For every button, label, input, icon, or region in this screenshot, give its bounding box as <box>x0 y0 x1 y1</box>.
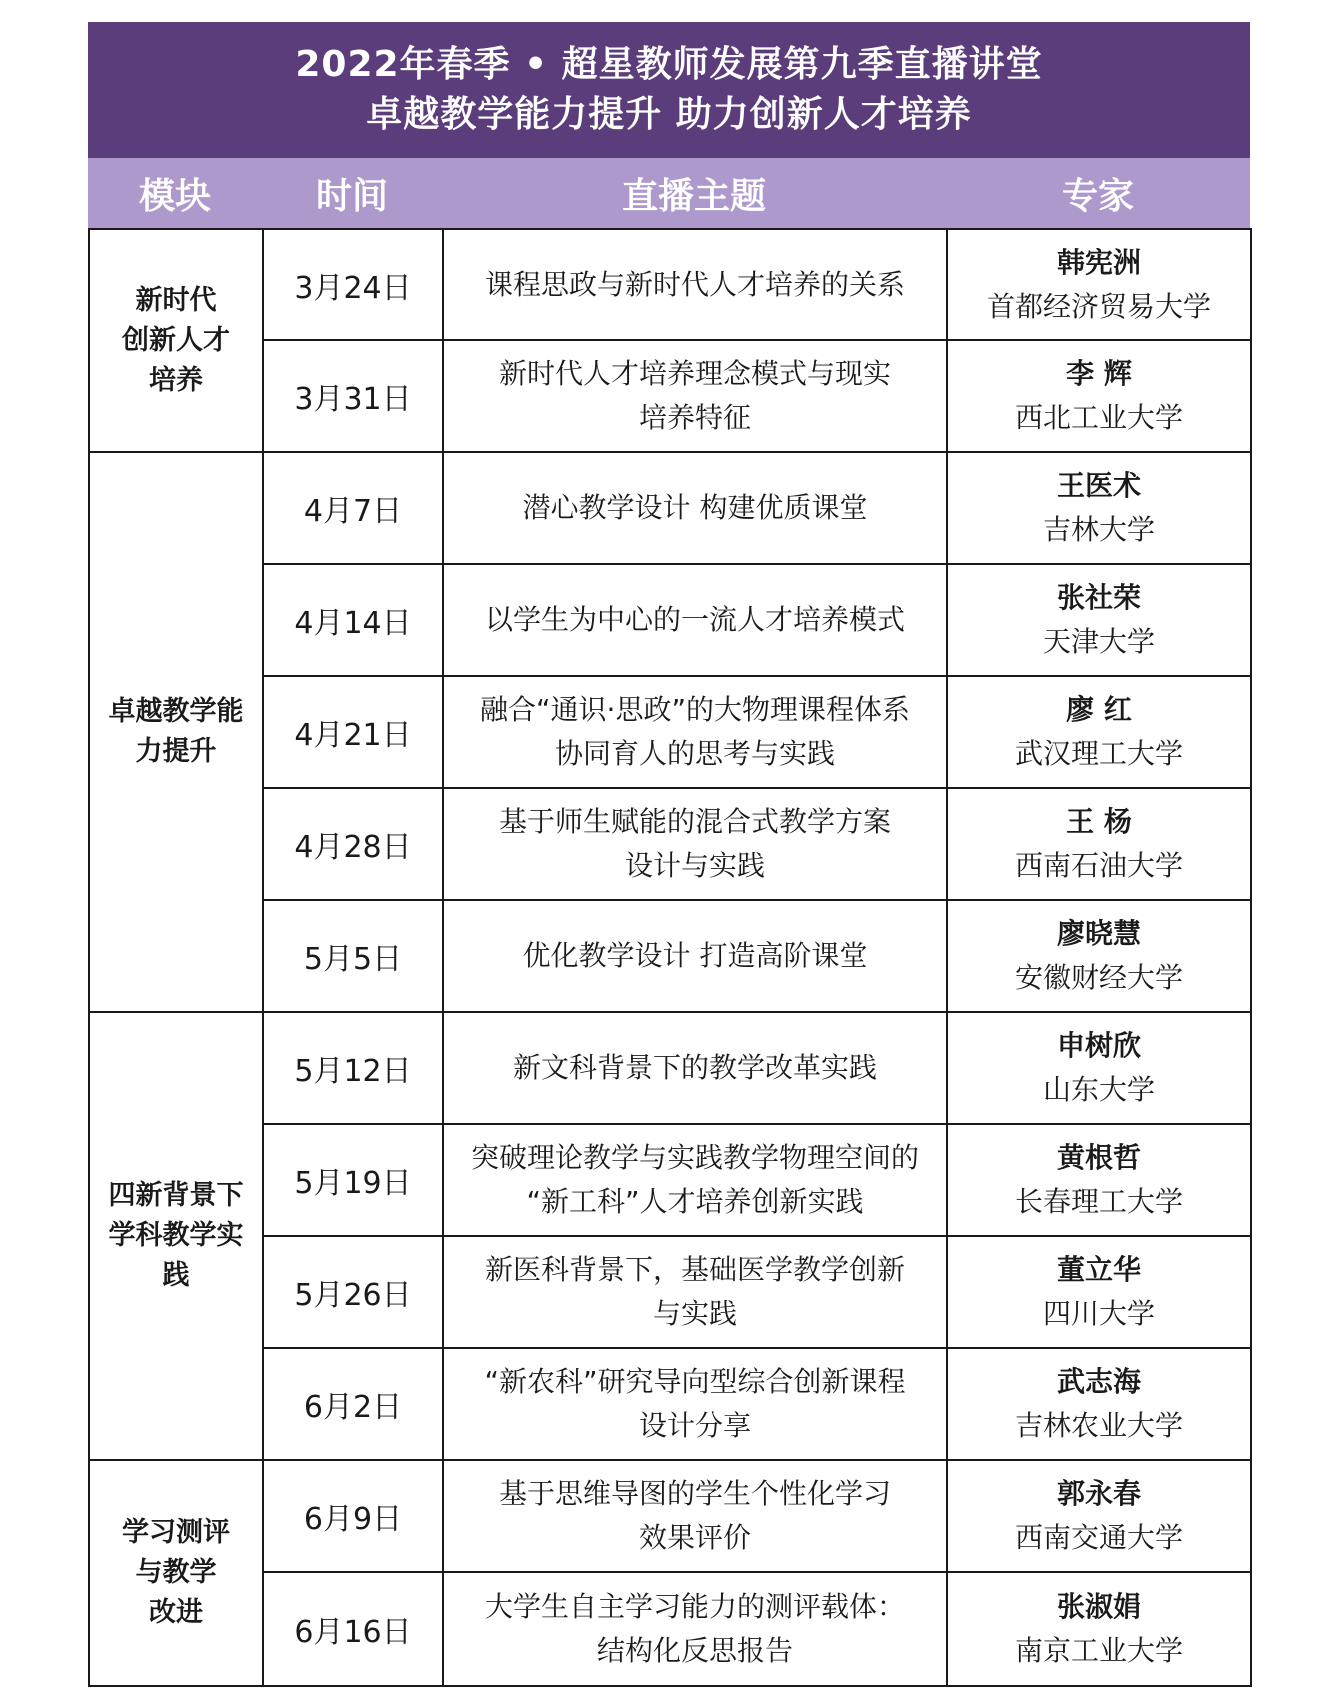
module-name-line: 改进 <box>149 1597 203 1628</box>
table-row <box>89 900 1251 1012</box>
table-row <box>89 564 1251 676</box>
module-cell <box>89 229 263 452</box>
module-cell <box>89 1012 263 1460</box>
expert-cell <box>947 340 1251 452</box>
expert-cell <box>947 1460 1251 1572</box>
expert-name: 王医术 <box>1056 469 1141 502</box>
module-name-line: 践 <box>162 1260 190 1291</box>
topic-line: 大学生自主学习能力的测评载体： <box>484 1590 905 1623</box>
topic-line: 潜心教学设计 构建优质课堂 <box>522 491 868 524</box>
topic-line: 协同育人的思考与实践 <box>554 737 835 770</box>
title-banner <box>88 22 1250 158</box>
expert-name: 张社荣 <box>1056 581 1141 614</box>
table-row <box>89 229 1251 340</box>
expert-name: 郭永春 <box>1056 1477 1141 1510</box>
date-cell: 6月2日 <box>263 1348 443 1460</box>
title-line-1: 2022年春季 • 超星教师发展第九季直播讲堂 <box>295 44 1043 85</box>
topic-line: 设计分享 <box>638 1409 751 1442</box>
title-line-2: 卓越教学能力提升 助力创新人才培养 <box>366 94 972 135</box>
expert-cell <box>947 900 1251 1012</box>
table-row <box>89 1460 1251 1572</box>
topic-cell <box>443 676 947 788</box>
table-row <box>89 1572 1251 1686</box>
module-name-line: 新时代 <box>135 284 217 316</box>
date-cell: 6月16日 <box>263 1572 443 1686</box>
module-name-line: 卓越教学能 <box>108 696 244 727</box>
topic-cell <box>443 1012 947 1124</box>
table-row <box>89 1236 1251 1348</box>
date-cell: 4月28日 <box>263 788 443 900</box>
expert-cell <box>947 1572 1251 1686</box>
topic-line: 新时代人才培养理念模式与现实 <box>498 357 891 390</box>
column-header-expert: 专家 <box>1061 175 1134 217</box>
topic-line: 基于思维导图的学生个性化学习 <box>498 1477 891 1510</box>
date-cell: 5月5日 <box>263 900 443 1012</box>
expert-cell <box>947 564 1251 676</box>
expert-cell <box>947 229 1251 340</box>
column-header-module: 模块 <box>138 175 211 217</box>
expert-organization: 山东大学 <box>1042 1073 1155 1106</box>
expert-name: 王 杨 <box>1066 805 1132 838</box>
topic-line: 新医科背景下，基础医学教学创新 <box>484 1253 905 1286</box>
date-cell: 6月9日 <box>263 1460 443 1572</box>
table-row <box>89 1012 1251 1124</box>
expert-name: 申树欣 <box>1056 1029 1141 1062</box>
expert-cell <box>947 1012 1251 1124</box>
date-cell: 5月26日 <box>263 1236 443 1348</box>
topic-cell <box>443 340 947 452</box>
topic-cell <box>443 1124 947 1236</box>
expert-cell <box>947 1348 1251 1460</box>
topic-line: 培养特征 <box>638 401 751 434</box>
topic-cell <box>443 1348 947 1460</box>
topic-line: “新农科”研究导向型综合创新课程 <box>484 1365 906 1398</box>
expert-cell <box>947 1124 1251 1236</box>
table-row <box>89 340 1251 452</box>
expert-organization: 西北工业大学 <box>1014 401 1183 434</box>
expert-cell <box>947 788 1251 900</box>
expert-organization: 南京工业大学 <box>1014 1634 1183 1667</box>
expert-name: 黄根哲 <box>1056 1141 1141 1174</box>
column-header-topic: 直播主题 <box>621 175 766 217</box>
expert-name: 武志海 <box>1056 1365 1141 1398</box>
topic-line: 突破理论教学与实践教学物理空间的 <box>470 1141 919 1174</box>
topic-line: 优化教学设计 打造高阶课堂 <box>522 939 868 972</box>
expert-name: 张淑娟 <box>1056 1590 1141 1623</box>
module-name-line: 创新人才 <box>122 324 230 356</box>
schedule-table <box>88 228 1252 1687</box>
module-name-line: 四新背景下 <box>108 1180 244 1211</box>
expert-organization: 西南石油大学 <box>1014 849 1183 882</box>
date-cell: 5月19日 <box>263 1124 443 1236</box>
expert-organization: 首都经济贸易大学 <box>986 289 1211 323</box>
topic-line: 与实践 <box>652 1297 737 1330</box>
topic-line: 设计与实践 <box>624 849 765 882</box>
expert-organization: 长春理工大学 <box>1014 1185 1183 1218</box>
topic-cell <box>443 1572 947 1686</box>
topic-cell <box>443 229 947 340</box>
expert-cell <box>947 676 1251 788</box>
module-name-line: 学习测评 <box>122 1517 230 1548</box>
expert-organization: 天津大学 <box>1042 625 1155 658</box>
schedule-sheet <box>88 22 1250 1687</box>
date-cell: 4月21日 <box>263 676 443 788</box>
expert-organization: 西南交通大学 <box>1014 1521 1183 1554</box>
table-row <box>89 1348 1251 1460</box>
expert-name: 廖 红 <box>1066 693 1132 726</box>
topic-line: 效果评价 <box>638 1521 751 1554</box>
module-cell <box>89 452 263 1012</box>
table-row <box>89 788 1251 900</box>
expert-name: 韩宪洲 <box>1056 245 1141 279</box>
topic-cell <box>443 900 947 1012</box>
expert-name: 廖晓慧 <box>1056 917 1141 950</box>
date-cell: 4月7日 <box>263 452 443 564</box>
date-cell: 3月24日 <box>263 229 443 340</box>
module-name-line: 与教学 <box>135 1557 217 1588</box>
topic-line: 以学生为中心的一流人才培养模式 <box>484 603 905 636</box>
table-row <box>89 452 1251 564</box>
topic-cell <box>443 452 947 564</box>
module-cell <box>89 1460 263 1686</box>
expert-organization: 吉林农业大学 <box>1014 1409 1183 1442</box>
column-header-row <box>88 158 1250 228</box>
expert-organization: 吉林大学 <box>1042 513 1155 546</box>
topic-line: 融合“通识·思政”的大物理课程体系 <box>480 693 910 726</box>
topic-cell <box>443 788 947 900</box>
date-cell: 3月31日 <box>263 340 443 452</box>
expert-organization: 四川大学 <box>1042 1297 1155 1330</box>
schedule-body <box>89 229 1251 1686</box>
date-cell: 4月14日 <box>263 564 443 676</box>
expert-name: 李 辉 <box>1066 357 1132 390</box>
topic-line: 新文科背景下的教学改革实践 <box>512 1051 877 1084</box>
expert-organization: 安徽财经大学 <box>1014 961 1183 994</box>
module-name-line: 培养 <box>149 364 203 396</box>
column-header-date: 时间 <box>315 175 388 217</box>
topic-line: 结构化反思报告 <box>596 1634 793 1667</box>
expert-name: 董立华 <box>1056 1253 1141 1286</box>
table-row <box>89 1124 1251 1236</box>
date-cell: 5月12日 <box>263 1012 443 1124</box>
topic-line: 基于师生赋能的混合式教学方案 <box>498 805 891 838</box>
expert-cell <box>947 1236 1251 1348</box>
topic-cell <box>443 564 947 676</box>
topic-line: 课程思政与新时代人才培养的关系 <box>484 267 905 301</box>
topic-cell <box>443 1460 947 1572</box>
table-row <box>89 676 1251 788</box>
topic-line: “新工科”人才培养创新实践 <box>526 1185 864 1218</box>
module-name-line: 学科教学实 <box>108 1220 244 1251</box>
expert-cell <box>947 452 1251 564</box>
topic-cell <box>443 1236 947 1348</box>
expert-organization: 武汉理工大学 <box>1014 737 1183 770</box>
module-name-line: 力提升 <box>135 736 217 767</box>
